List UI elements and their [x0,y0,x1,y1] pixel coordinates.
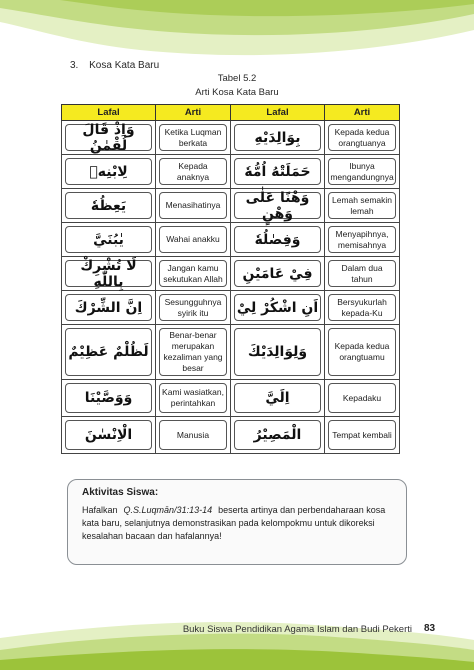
activity-line-1 [82,504,392,517]
activity-title: Aktivitas Siswa: [82,487,159,498]
lafal-cell: بِوَالِدَيْهِ [234,124,321,151]
vocabulary-table [61,104,400,454]
arti-cell: Dalam dua tahun [328,260,396,287]
activity-surah-reference: Q.S.Luqmān/31:13-14 [123,505,213,515]
header-arti-1: Arti [156,105,231,121]
lafal-cell: وَهْنًا عَلٰى وَهْنٍ [234,192,321,219]
arti-cell: Benar-benar merupakan kezaliman yang besar [159,328,227,376]
lafal-cell: يَعِظُهٗ [65,192,152,219]
lafal-cell: اَنِ اشْكُرْ لِيْ [234,294,321,321]
arti-cell: Manusia [159,420,227,450]
header-lafal-2: Lafal [231,105,325,121]
page-number: 83 [424,623,436,634]
arti-cell: Bersyukurlah kepada-Ku [328,294,396,321]
arti-cell: Kepada kedua orangtuanya [328,124,396,151]
arti-cell: Lemah semakin lemah [328,192,396,219]
arti-cell: Menyapihnya, memisahnya [328,226,396,253]
table-caption-number: Tabel 5.2 [217,73,257,84]
lafal-cell: الْاِنْسٰنَ [65,420,152,450]
arti-cell: Kepada anaknya [159,158,227,185]
table-row [62,121,400,155]
arti-cell: Wahai anakku [159,226,227,253]
lafal-cell: وَوَصَّيْنَا [65,383,152,413]
table-row [62,380,400,417]
table-row [62,325,400,380]
table-row [62,291,400,325]
section-number: 3. [70,60,79,71]
arti-cell: Ketika Luqman berkata [159,124,227,151]
arti-cell: Ibunya mengandungnya [328,158,396,185]
table-row [62,155,400,189]
lafal-cell: اِنَّ الشِّرْكَ [65,294,152,321]
section-title: Kosa Kata Baru [89,60,160,71]
arti-cell: Jangan kamu sekutukan Allah [159,260,227,287]
table-row [62,417,400,454]
lafal-cell: وَاِذْ قَالَ لُقْمٰنُ [65,124,152,151]
lafal-cell: لِابْنِهٖ [65,158,152,185]
arti-cell: Tempat kembali [328,420,396,450]
activity-line-2: kata baru, selanjutnya demonstrasikan pada kelompokmu untuk dikoreksi [82,518,375,528]
lafal-cell: حَمَلَتْهُ اُمُّهٗ [234,158,321,185]
table-row [62,189,400,223]
table-header-row [62,105,400,121]
header-arti-2: Arti [325,105,400,121]
lafal-cell: اِلَيَّ [234,383,321,413]
arti-cell: Menasihatinya [159,192,227,219]
lafal-cell: وَفِصٰلُهٗ [234,226,321,253]
lafal-cell: الْمَصِيْرُ [234,420,321,450]
lafal-cell: يٰبُنَيَّ [65,226,152,253]
activity-line-1-end: beserta artinya dan perbendaharaan kosa [218,505,386,515]
lafal-cell: لَظُلْمٌ عَظِيْمٌ [65,328,152,376]
arti-cell: Sesungguhnya syirik itu [159,294,227,321]
activity-line-1-start: Hafalkan [82,505,118,515]
header-lafal-1: Lafal [62,105,156,121]
lafal-cell: وَلِوَالِدَيْكَ [234,328,321,376]
section-heading [70,60,159,71]
lafal-cell: لَا تُشْرِكْ بِاللّٰهِ [65,260,152,287]
table-row [62,257,400,291]
arti-cell: Kami wasiatkan, perintahkan [159,383,227,413]
arti-cell: Kepadaku [328,383,396,413]
arti-cell: Kepada kedua orangtuamu [328,328,396,376]
footer-book-title: Buku Siswa Pendidikan Agama Islam dan Budi Pekerti [182,624,412,635]
lafal-cell: فِيْ عَامَيْنِ [234,260,321,287]
activity-box [67,479,407,565]
table-caption-title: Arti Kosa Kata Baru [195,87,279,98]
table-row [62,223,400,257]
activity-line-3: kesalahan bacaan dan hafalannya! [82,531,222,541]
